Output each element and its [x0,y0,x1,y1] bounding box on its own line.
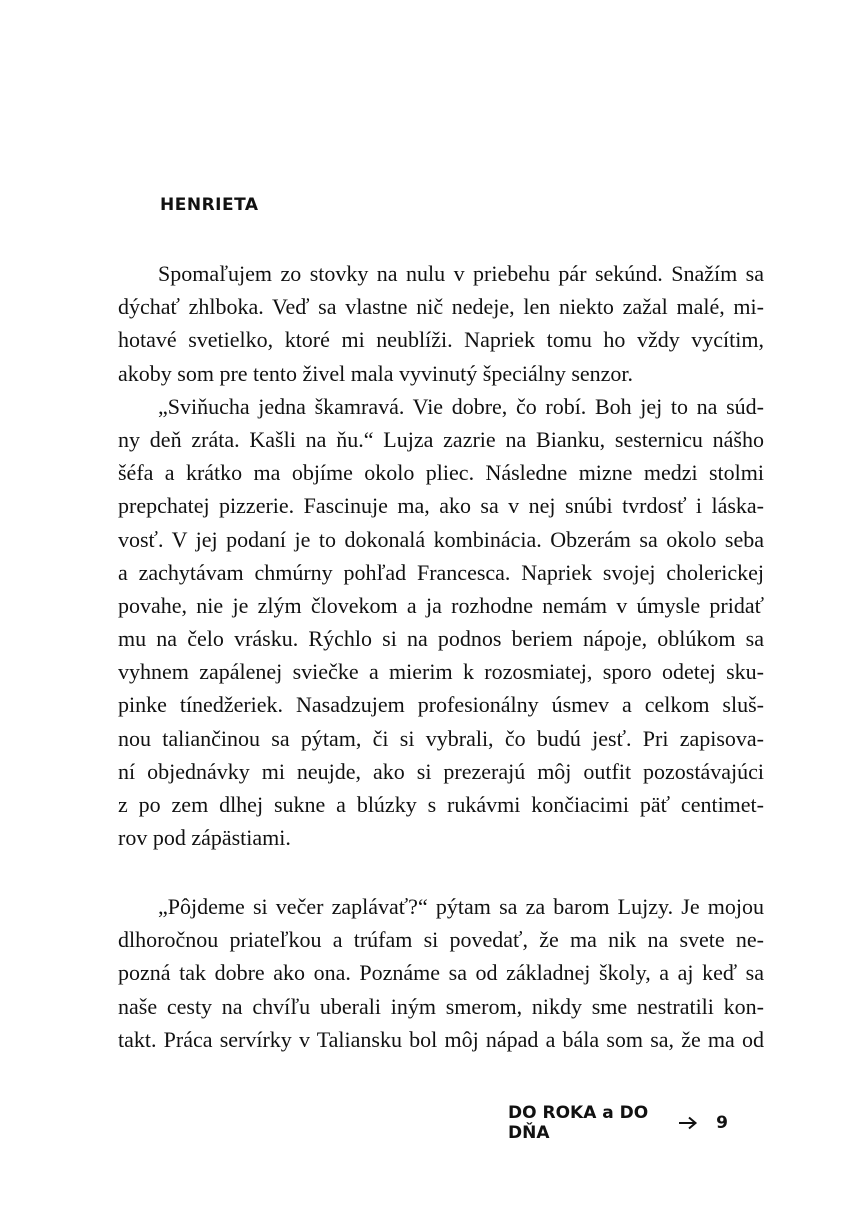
paragraph-2-line-12: ní objednávky mi neujde, ako si prezerajú môj outfit pozostávajúci [118,758,764,784]
paragraph-2-line-13: z po zem dlhej sukne a blúzky s rukávmi končiacimi päť centimet- [118,792,764,817]
paragraph-3-line-4: naše cesty na chvíľu uberali iným smerom, nikdy sme nestratili kon- [118,993,764,1019]
paragraph-2-line-10: pinke tínedžeriek. Nasadzujem profesionálny úsmev a celkom sluš- [118,692,764,718]
paragraph-2-line-11: nou taliančinou sa pýtam, či si vybrali, čo budú jesť. Pri zapisova- [118,725,764,751]
paragraph-2-line-14: rov pod zápästiami. [118,825,291,851]
paragraph-1-line-4: akoby som pre tento živel mala vyvinutý špeciálny senzor. [118,360,634,386]
paragraph-2-line-8: mu na čelo vrásku. Rýchlo si na podnos beriem nápoje, oblúkom sa [118,626,764,652]
paragraph-2-line-9: vyhnem zapálenej sviečke a mierim k rozosmiatej, sporo odetej sku- [118,659,764,685]
paragraph-2-line-6: a zachytávam chmúrny pohľad Francesca. Napriek svojej cholerickej [118,559,764,585]
paragraph-1-line-3: hotavé svetielko, ktoré mi neublíži. Napriek tomu ho vždy vycítim, [118,327,764,353]
paragraph-1-line-1: Spomaľujem zo stovky na nulu v priebehu pár sekúnd. Snažím sa [158,261,764,286]
text-block-main [118,257,764,854]
paragraph-2-line-3: šéfa a krátko ma objíme okolo pliec. Následne mizne medzi stolmi [118,460,764,486]
text-block-section-2 [118,890,764,1056]
paragraph-3-line-2: dlhoročnou priateľkou a trúfam si povedať, že ma nik na svete ne- [118,927,764,953]
paragraph-3-line-3: pozná tak dobre ako ona. Poznáme sa od základnej školy, a aj keď sa [118,960,764,986]
paragraph-2-line-4: prepchatej pizzerie. Fascinuje ma, ako sa v nej snúbi tvrdosť i láska- [118,493,764,519]
arrow-right-icon [678,1111,698,1135]
paragraph-2-line-5: vosť. V jej podaní je to dokonalá kombinácia. Obzerám sa okolo seba [118,526,764,552]
paragraph-2-line-7: povahe, nie je zlým človekom a ja rozhodne nemám v úmysle pridať [118,592,764,618]
chapter-heading: HENRIETA [160,195,259,215]
paragraph-3-line-5: takt. Práca servírky v Taliansku bol môj nápad a bála som sa, že ma od [118,1026,764,1052]
page-number: 9 [716,1113,728,1133]
paragraph-2-line-2: ny deň zráta. Kašli na ňu.“ Lujza zazrie na Bianku, sesternicu nášho [118,426,764,452]
page-footer [508,1103,728,1143]
paragraph-2-line-1: „Sviňucha jedna škamravá. Vie dobre, čo robí. Boh jej to na súd- [158,393,764,419]
paragraph-1-line-2: dýchať zhlboka. Veď sa vlastne nič nedeje, len niekto zažal malé, mi- [118,294,764,320]
paragraph-3-line-1: „Pôjdeme si večer zaplávať?“ pýtam sa za barom Lujzy. Je mojou [158,894,764,919]
running-title: DO ROKA a DO DŇA [508,1103,649,1143]
